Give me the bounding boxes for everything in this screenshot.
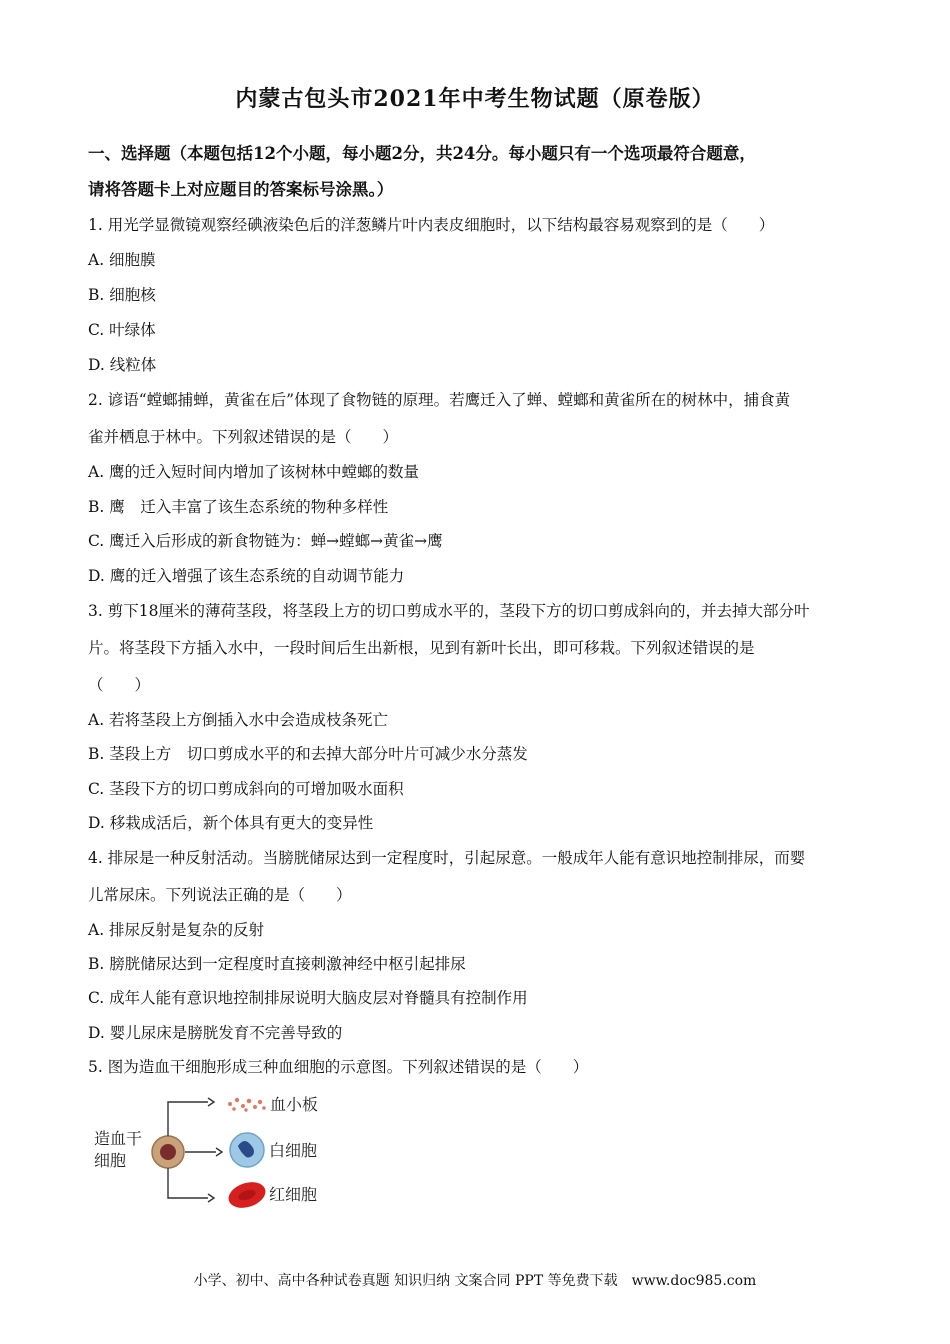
stem-cell-label-line-1: 造血干 (94, 1131, 143, 1148)
question-4-stem-line-1: 4. 排尿是一种反射活动。当膀胱储尿达到一定程度时，引起尿意。一般成年人能有意识地控制排尿，而婴 (88, 849, 806, 867)
question-1-option-a: A. 细胞膜 (88, 251, 156, 269)
red-blood-cell-label: 红细胞 (269, 1187, 318, 1204)
stem-cell-icon (152, 1136, 184, 1168)
question-5-stem: 5. 图为造血干细胞形成三种血细胞的示意图。下列叙述错误的是（ ） (88, 1058, 589, 1076)
section-heading-line-1: 一、选择题（本题包括12个小题，每小题2分，共24分。每小题只有一个选项最符合题意， (88, 144, 756, 163)
question-3-option-d: D. 移栽成活后，新个体具有更大的变异性 (88, 814, 374, 832)
section-heading-line-2: 请将答题卡上对应题目的答案标号涂黑。） (88, 180, 394, 199)
stem-cell-label-line-2: 细胞 (94, 1153, 127, 1170)
question-2-option-d: D. 鹰的迁入增强了该生态系统的自动调节能力 (88, 567, 405, 585)
page-footer: 小学、初中、高中各种试卷真题 知识归纳 文案合同 PPT 等免费下载 www.doc985.com (193, 1273, 757, 1289)
question-2-option-b: B. 鹰 迁入丰富了该生态系统的物种多样性 (88, 498, 389, 516)
question-2-option-c: C. 鹰迁入后形成的新食物链为：蝉→螳螂→黄雀→鹰 (88, 532, 443, 550)
white-blood-cell-icon (230, 1133, 264, 1167)
question-2-stem-line-2: 雀并栖息于林中。下列叙述错误的是（ ） (88, 428, 399, 446)
question-2-stem-line-1: 2. 谚语“螳螂捕蝉，黄雀在后”体现了食物链的原理。若鹰迁入了蝉、螳螂和黄雀所在的树林中，捕食黄 (88, 391, 791, 409)
platelet-label: 血小板 (270, 1097, 319, 1114)
question-1-stem: 1. 用光学显微镜观察经碘液染色后的洋葱鳞片叶内表皮细胞时，以下结构最容易观察到的是（ ） (88, 216, 775, 234)
question-3-option-a: A. 若将茎段上方倒插入水中会造成枝条死亡 (88, 711, 389, 729)
question-3-stem-line-3: （ ） (88, 676, 151, 694)
question-2-option-a: A. 鹰的迁入短时间内增加了该树林中螳螂的数量 (88, 463, 420, 481)
blood-cell-diagram (88, 1090, 368, 1215)
page-title: 内蒙古包头市2021年中考生物试题（原卷版） (235, 86, 715, 112)
question-3-stem-line-1: 3. 剪下18厘米的薄荷茎段，将茎段上方的切口剪成水平的，茎段下方的切口剪成斜向的，并去掉大部分叶 (88, 602, 810, 620)
question-3-stem-line-2: 片。将茎段下方插入水中，一段时间后生出新根，见到有新叶长出，即可移栽。下列叙述错误的是 (88, 639, 755, 657)
question-3-option-c: C. 茎段下方的切口剪成斜向的可增加吸水面积 (88, 780, 404, 798)
question-4-option-c: C. 成年人能有意识地控制排尿说明大脑皮层对脊髓具有控制作用 (88, 989, 528, 1007)
question-1-option-d: D. 线粒体 (88, 356, 157, 374)
question-4-option-b: B. 膀胱储尿达到一定程度时直接刺激神经中枢引起排尿 (88, 955, 466, 973)
question-4-stem-line-2: 儿常尿床。下列说法正确的是（ ） (88, 886, 352, 904)
question-1-option-b: B. 细胞核 (88, 286, 156, 304)
red-blood-cell-icon (225, 1178, 269, 1213)
question-4-option-a: A. 排尿反射是复杂的反射 (88, 921, 265, 939)
white-blood-cell-label: 白细胞 (269, 1143, 318, 1160)
question-1-option-c: C. 叶绿体 (88, 321, 156, 339)
question-3-option-b: B. 茎段上方 切口剪成水平的和去掉大部分叶片可减少水分蒸发 (88, 745, 528, 763)
platelet-icon (228, 1098, 266, 1112)
question-4-option-d: D. 婴儿尿床是膀胱发育不完善导致的 (88, 1024, 343, 1042)
